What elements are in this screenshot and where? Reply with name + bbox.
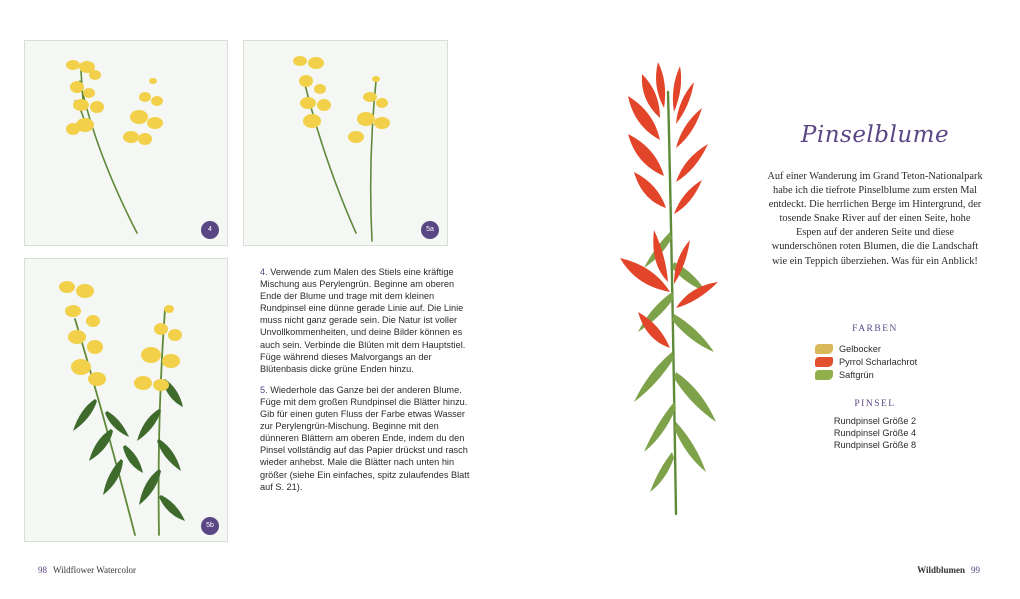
step-number: 4.: [260, 267, 268, 277]
brush-item: Rundpinsel Größe 2: [833, 416, 917, 426]
step-4-paragraph: [260, 266, 472, 375]
page-title: Pinselblume: [800, 122, 950, 148]
right-folio: [917, 565, 980, 575]
brush-item: Rundpinsel Größe 8: [833, 440, 917, 450]
yellow-flower-painting-step-4: [25, 41, 229, 247]
book-title: Wildflower Watercolor: [53, 565, 136, 575]
page-number: 98: [38, 565, 47, 575]
step-text: Verwende zum Malen des Stiels eine kräftige Mischung aus Perylengrün. Beginne am oberen Ende der Blume und trage mit dem kleinen Rundpinsel eine dünne gerade Linie auf. Die Linie muss nicht ganz gerade sein. Die Natur ist voller Unvollkommenheiten, und deine Bilder können es auch sein. Verbinde die Blüten mit dem Hauptstiel. Füge während dieses Malvorgangs an der Blütenbasis dicke grüne Enden hinzu.: [260, 267, 466, 374]
yellow-flower-painting-step-5a: [244, 41, 449, 247]
step-badge-4: 4: [201, 221, 219, 239]
step-5-paragraph: [260, 384, 472, 493]
intro-paragraph: Auf einer Wanderung im Grand Teton-Nationalpark habe ich die tiefrote Pinselblume zum ersten Mal entdeckt. Die herrlichen Berge im Hintergrund, der tosende Snake River auf der einen Seite, hohe Espen auf der anderen Seite und diese wunderschönen roten Blumen, die die Landschaft wie ein Teppich überziehen. Was für ein Anblick!: [767, 171, 983, 267]
brush-list: [810, 415, 940, 451]
color-name: Saftgrün: [839, 369, 874, 380]
yellow-flower-painting-step-5b: [25, 259, 229, 543]
color-swatch: [815, 357, 833, 367]
brush-item: Rundpinsel Größe 4: [833, 428, 917, 438]
step-5b-illustration: [24, 258, 228, 542]
instructions: [260, 266, 472, 502]
indian-paintbrush-painting: [598, 52, 738, 522]
color-item: [815, 342, 955, 355]
step-number: 5.: [260, 384, 268, 395]
color-name: Gelbocker: [839, 343, 881, 354]
step-5a-illustration: [243, 40, 448, 246]
color-swatch: [815, 344, 833, 354]
section-name: Wildblumen: [917, 565, 965, 575]
left-folio: [38, 565, 136, 575]
page-number: 99: [971, 565, 980, 575]
right-page: [510, 0, 1020, 599]
color-item: [815, 355, 955, 368]
step-text: Wiederhole das Ganze bei der anderen Blume. Füge mit dem großen Rundpinsel die Blätter hinzu. Gib für einen guten Fluss der Farbe etwas Wasser zur Perylengrün-Mischung. Beginne mit den dünneren Blättern am oberen Ende, indem du den Pinsel vollständig auf das Papier drückst und rasch wieder anhebst. Male die Blätter nach unten hin größer (siehe Ein einfaches, spitz zulaufendes Blatt auf S. 21).: [260, 384, 470, 492]
step-4-illustration: [24, 40, 228, 246]
brushes-heading: PINSEL: [854, 399, 896, 409]
step-badge-5b: 5b: [201, 517, 219, 535]
color-list: [815, 342, 955, 381]
color-item: [815, 368, 955, 381]
color-swatch: [815, 370, 833, 380]
step-badge-5a: 5a: [421, 221, 439, 239]
color-name: Pyrrol Scharlachrot: [839, 356, 918, 367]
colors-heading: FARBEN: [852, 324, 898, 334]
